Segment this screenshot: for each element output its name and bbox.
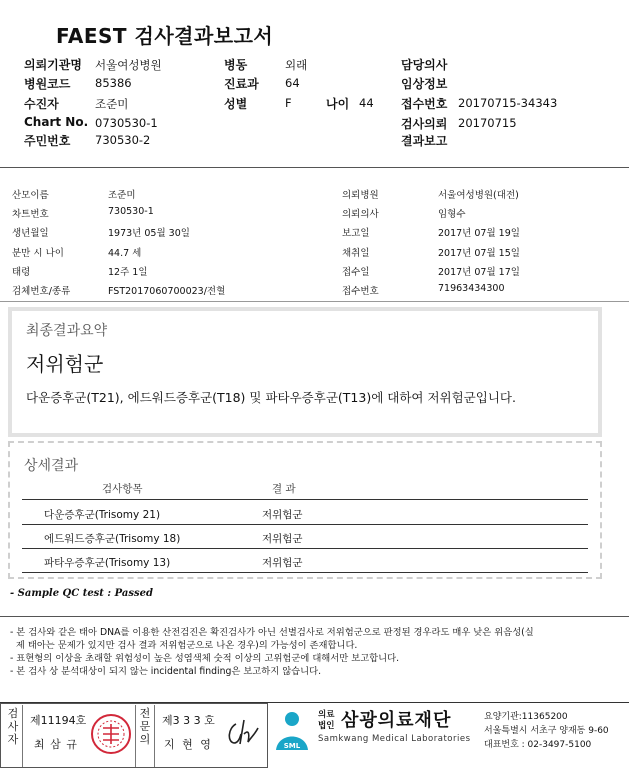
requester-value: 서울여성병원: [95, 58, 162, 72]
patient-value-right: 서울여성병원(대전): [438, 190, 519, 201]
patient-value: 1973년 05월 30일: [108, 228, 190, 240]
clinical-label: 임상정보: [401, 77, 448, 91]
report-label: 결과보고: [401, 134, 448, 148]
summary-title: 최종결과요약: [26, 323, 108, 339]
age-label: 나이: [326, 97, 350, 111]
detail-result: 저위험군: [262, 557, 303, 569]
contact-info: [484, 710, 626, 752]
table-row-line: [22, 548, 588, 549]
foundation-english: Samkwang Medical Laboratories: [318, 734, 471, 744]
patient-label-right: 보고일: [342, 228, 370, 240]
summary-result: 저위험군: [26, 352, 104, 376]
patient-value: 조준미: [108, 190, 136, 201]
patient-value: 12주 1일: [108, 266, 148, 278]
sex-value: F: [285, 96, 292, 110]
header-divider: [0, 167, 629, 168]
receipt-label: 접수번호: [401, 97, 448, 111]
note-line: - 본 검사 상 분석대상이 되지 않는 incidental finding은 보고하지 않습니다.: [10, 666, 322, 677]
sex-label: 성별: [224, 97, 248, 111]
dept-value: 64: [285, 76, 300, 90]
sml-logo-icon: [272, 710, 312, 762]
ward-label: 병동: [224, 58, 248, 72]
patient-label: 태령: [12, 266, 31, 278]
agency-no: 요양기관:11365200: [484, 712, 568, 722]
notes-list: [10, 626, 622, 678]
patient-label-right: 의뢰병원: [342, 190, 379, 201]
request-value: 20170715: [458, 116, 517, 130]
hospital-code-label: 병원코드: [24, 77, 71, 91]
note-line: - 표현형의 이상을 초래할 위험성이 높은 성염색체 숫적 이상의 고위험군에 대해서만 보고합니다.: [10, 653, 400, 664]
summary-description: 다운증후군(T21), 에드워드증후군(T18) 및 파타우증후군(T13)에 대하여 저위험군입니다.: [26, 390, 516, 405]
detail-result: 저위험군: [262, 533, 303, 545]
detail-title: 상세결과: [24, 458, 79, 474]
patient-divider: [0, 301, 629, 302]
detail-item: 파타우증후군(Trisomy 13): [44, 557, 171, 569]
doctor-label: 담당의사: [401, 58, 448, 72]
phone: 대표번호 : 02-3497-5100: [484, 740, 592, 750]
request-label: 검사의뢰: [401, 117, 448, 131]
patient-label: 검체번호/종류: [12, 286, 71, 297]
patient-label-right: 채취일: [342, 247, 370, 259]
detail-item: 다운증후군(Trisomy 21): [44, 509, 161, 521]
notes-divider: [0, 616, 629, 617]
col-item-header: 검사항목: [102, 483, 143, 495]
foundation-name: 삼광의료재단: [341, 710, 452, 731]
patient-value: FST2017060700023/전혈: [108, 286, 226, 297]
patient-value-right: 2017년 07월 19일: [438, 228, 520, 240]
collector-label: 수진자: [24, 97, 59, 111]
qc-status: - Sample QC test : Passed: [10, 588, 153, 599]
col-result-header: 결 과: [272, 483, 296, 495]
patient-label-right: 의뢰의사: [342, 209, 379, 221]
age-value: 44: [359, 96, 374, 110]
summary-box: [8, 307, 602, 437]
table-row-line: [22, 524, 588, 525]
patient-label-right: 접수번호: [342, 286, 379, 297]
seal-stamp-icon: [90, 706, 132, 762]
patient-label: 생년월일: [12, 228, 49, 240]
examiner-label: 검사자: [7, 707, 19, 746]
note-line: - 본 검사와 같은 태아 DNA를 이용한 산전검진은 확진검사가 아닌 선별검사로 저위험군으로 판정된 경우라도 매우 낮은 위음성(실: [10, 627, 534, 638]
hospital-code-value: 85386: [95, 76, 132, 90]
table-row-line: [22, 572, 588, 573]
requester-label: 의뢰기관명: [24, 58, 82, 72]
collector-value: 조준미: [95, 97, 129, 111]
address: 서울특별시 서초구 양재동 9-60: [484, 726, 609, 736]
receipt-value: 20170715-34343: [458, 96, 558, 110]
id-label: 주민번호: [24, 134, 71, 148]
chart-no-label: Chart No.: [24, 115, 89, 129]
svg-text:SML: SML: [283, 742, 301, 750]
patient-value-right: 2017년 07월 15일: [438, 247, 520, 259]
patient-label: 분만 시 나이: [12, 247, 64, 259]
id-value: 730530-2: [95, 133, 151, 147]
patient-label-right: 접수일: [342, 266, 370, 278]
report-title: FAEST 검사결과보고서: [56, 24, 274, 48]
patient-value: 44.7 세: [108, 247, 142, 259]
patient-label: 차트번호: [12, 209, 49, 221]
dept-label: 진료과: [224, 77, 259, 91]
patient-value-right: 71963434300: [438, 283, 505, 294]
signature-icon: [222, 712, 262, 752]
patient-value-right: 2017년 07월 17일: [438, 266, 520, 278]
examiner-no: 제11194호: [30, 714, 87, 727]
ward-value: 외래: [285, 58, 308, 72]
specialist-label: 전문의: [139, 707, 151, 746]
detail-result: 저위험군: [262, 509, 303, 521]
examiner-name: 최 삼 규: [34, 738, 78, 751]
chart-no-value: 0730530-1: [95, 116, 158, 130]
patient-value-right: 임형수: [438, 209, 466, 221]
specialist-no: 제3 3 3 호: [162, 714, 215, 727]
table-top-line: [22, 499, 588, 500]
note-line: 제 태아는 문제가 있지만 검사 결과 저위험군으로 나온 경우)의 가능성이 존재합니다.: [10, 640, 358, 651]
patient-value: 730530-1: [108, 206, 154, 218]
specialist-name: 지 현 영: [164, 738, 213, 751]
foundation-prefix: 의료 법인: [318, 710, 335, 731]
patient-label: 산모이름: [12, 190, 49, 201]
detail-item: 에드워드증후군(Trisomy 18): [44, 533, 181, 545]
